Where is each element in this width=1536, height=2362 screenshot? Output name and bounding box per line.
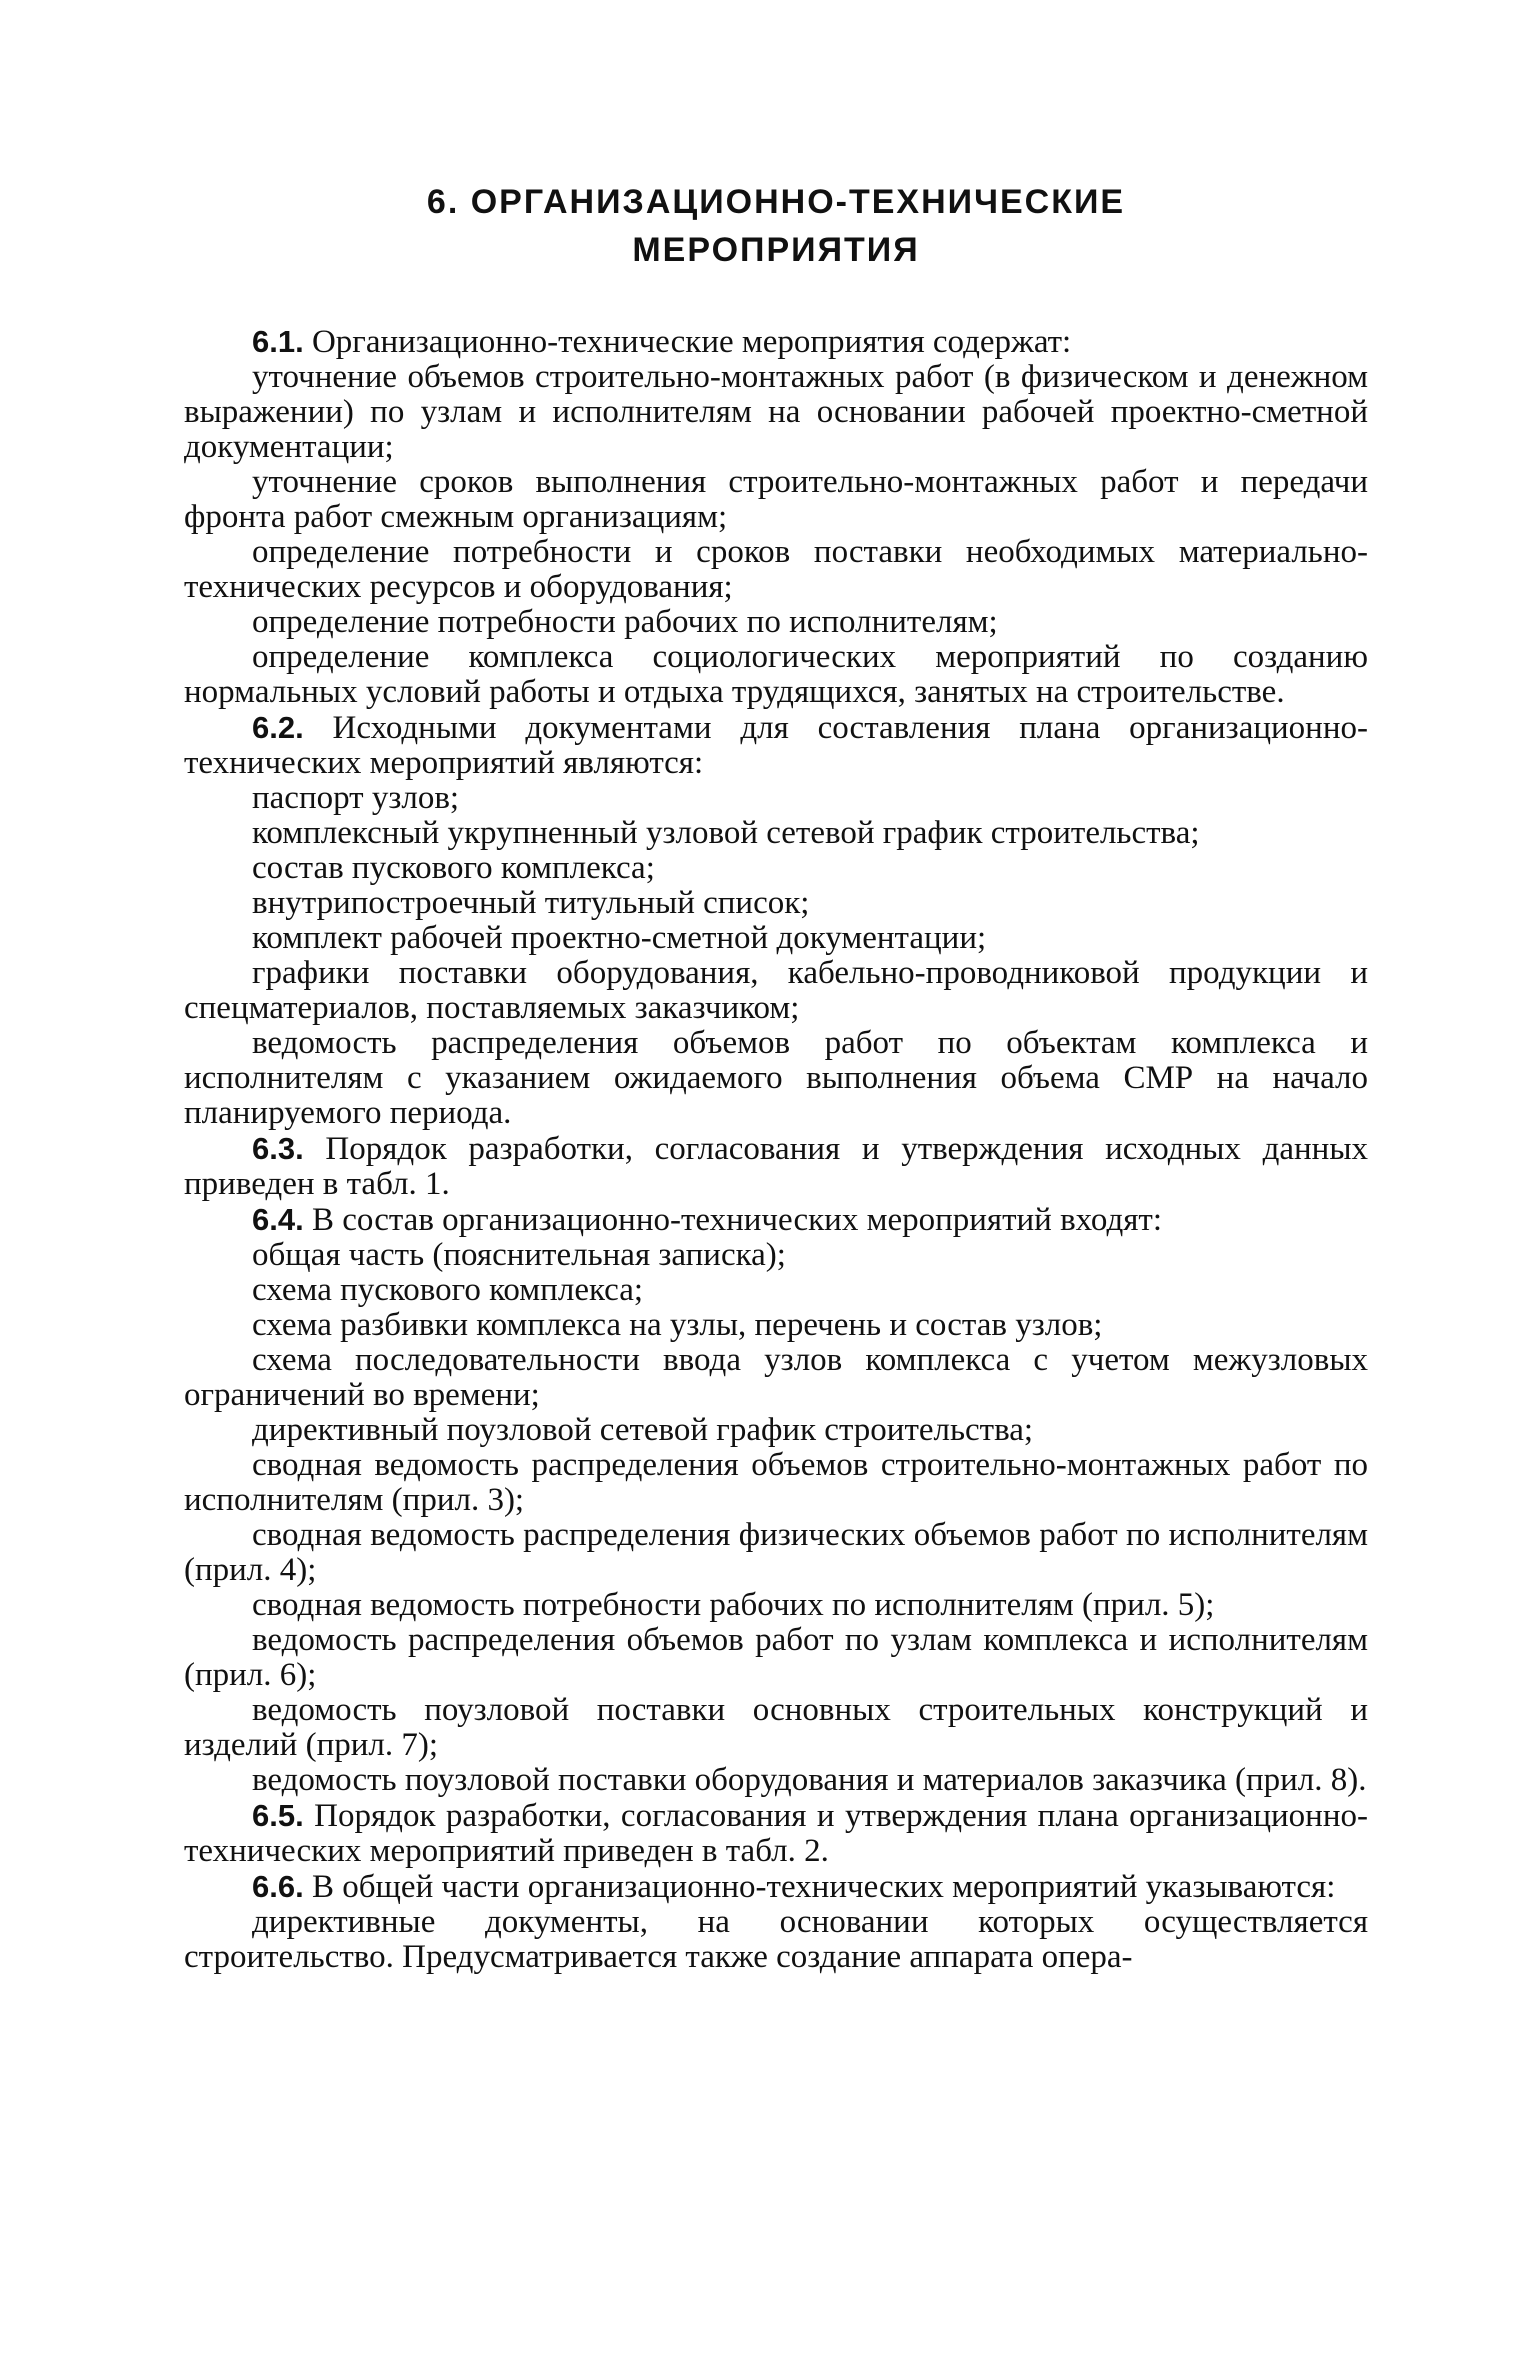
paragraph [184,1588,1368,1623]
paragraph [184,465,1368,535]
paragraph-text: уточнение объемов строительно-монтажных работ (в физическом и денежном выражении) по узлам и исполнителям на основании рабочей проектно-сметной документации; [184,359,1368,465]
clause-number: 6.4. [252,1202,304,1237]
body-text [184,324,1368,1975]
paragraph [184,1798,1368,1869]
paragraph [184,1026,1368,1131]
paragraph [184,956,1368,1026]
paragraph-text: директивные документы, на основании которых осуществляется строительство. Предусматривается также создание аппарата опера- [184,1904,1368,1975]
paragraph [184,1131,1368,1202]
clause-number: 6.3. [252,1131,304,1166]
paragraph [184,1273,1368,1308]
paragraph-text: сводная ведомость распределения объемов строительно-монтажных работ по исполнителям (прил. 3); [184,1447,1368,1518]
paragraph [184,1202,1368,1238]
paragraph-text: графики поставки оборудования, кабельно-проводниковой продукции и спецматериалов, поставляемых заказчиком; [184,955,1368,1026]
paragraph [184,1869,1368,1905]
paragraph-text: ведомость поузловой поставки основных строительных конструкций и изделий (прил. 7); [184,1692,1368,1763]
paragraph-text: ведомость поузловой поставки оборудования и материалов заказчика (прил. 8). [252,1762,1367,1798]
paragraph [184,1905,1368,1975]
clause-number: 6.1. [252,324,304,359]
paragraph-text: В состав организационно-технических мероприятий входят: [303,1202,1163,1238]
paragraph-text: сводная ведомость распределения физических объемов работ по исполнителям (прил. 4); [184,1517,1368,1588]
paragraph-text: В общей части организационно-технических мероприятий указываются: [303,1869,1336,1905]
paragraph [184,710,1368,781]
paragraph [184,1238,1368,1273]
paragraph [184,324,1368,360]
paragraph-text: схема разбивки комплекса на узлы, перечень и состав узлов; [252,1307,1103,1343]
paragraph-text: общая часть (пояснительная записка); [252,1237,786,1273]
paragraph [184,1518,1368,1588]
paragraph-text: Порядок разработки, согласования и утверждения плана организационно-технических мероприятий приведен в табл. 2. [184,1798,1368,1869]
paragraph [184,1308,1368,1343]
paragraph-text: комплексный укрупненный узловой сетевой график строительства; [252,815,1200,851]
paragraph-text: внутрипостроечный титульный список; [252,885,810,921]
paragraph-text: схема пускового комплекса; [252,1272,644,1308]
section-title-line-2: МЕРОПРИЯТИЯ [632,231,920,269]
paragraph [184,851,1368,886]
clause-number: 6.2. [252,710,304,745]
paragraph [184,1343,1368,1413]
paragraph-text: директивный поузловой сетевой график строительства; [252,1412,1034,1448]
clause-number: 6.6. [252,1869,304,1904]
paragraph [184,781,1368,816]
paragraph-text: паспорт узлов; [252,780,460,816]
paragraph-text: уточнение сроков выполнения строительно-монтажных работ и передачи фронта работ смежным организациям; [184,464,1368,535]
paragraph [184,1693,1368,1763]
paragraph-text: состав пускового комплекса; [252,850,655,886]
paragraph-text: Организационно-технические мероприятия содержат: [303,324,1072,360]
paragraph [184,535,1368,605]
paragraph-text: определение комплекса социологических мероприятий по созданию нормальных условий работы и отдыха трудящихся, занятых на строительстве. [184,639,1368,710]
paragraph [184,1763,1368,1798]
paragraph-text: определение потребности рабочих по исполнителям; [252,604,998,640]
paragraph [184,816,1368,851]
section-title-line-1: 6. ОРГАНИЗАЦИОННО-ТЕХНИЧЕСКИЕ [426,183,1126,221]
paragraph [184,1413,1368,1448]
paragraph-text: ведомость распределения объемов работ по узлам комплекса и исполнителям (прил. 6); [184,1622,1368,1693]
paragraph-text: Исходными документами для составления плана организационно-технических мероприятий являются: [184,710,1368,781]
paragraph [184,1623,1368,1693]
paragraph-text: определение потребности и сроков поставки необходимых материально-технических ресурсов и оборудования; [184,534,1368,605]
paragraph [184,640,1368,710]
section-title [184,178,1368,274]
paragraph-text: сводная ведомость потребности рабочих по исполнителям (прил. 5); [252,1587,1215,1623]
document-page [184,178,1368,1975]
paragraph-text: Порядок разработки, согласования и утверждения исходных данных приведен в табл. 1. [184,1131,1368,1202]
paragraph [184,1448,1368,1518]
paragraph [184,921,1368,956]
paragraph-text: схема последовательности ввода узлов комплекса с учетом межузловых ограничений во времени; [184,1342,1368,1413]
paragraph [184,886,1368,921]
paragraph-text: ведомость распределения объемов работ по объектам комплекса и исполнителям с указанием ожидаемого выполнения объема СМР на начало планируемого периода. [184,1025,1368,1131]
paragraph-text: комплект рабочей проектно-сметной документации; [252,920,987,956]
paragraph [184,360,1368,465]
clause-number: 6.5. [252,1798,304,1833]
paragraph [184,605,1368,640]
